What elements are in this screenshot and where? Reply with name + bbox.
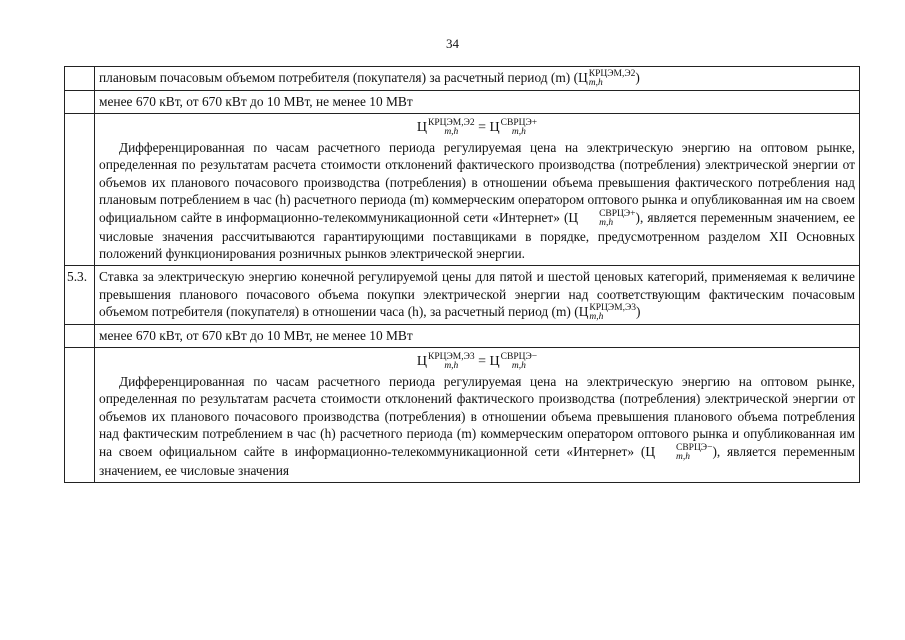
row-number: 5.3. [65, 266, 95, 325]
table-row [65, 266, 860, 325]
row-d-cell: Ставка за электрическую энергию конечной регулируемой цены для пятой и шестой ценовых категорий, применяемая к величине превышения планового почасового объема покупки электрической энергии над соответствующим фактическим почасовым объемом потребителя (покупателя) в отношении часа (h), за расчетный период (m) (Ц КРЦЭМ,Э3 m,h ) [95, 266, 860, 325]
row-c-cell [95, 113, 860, 265]
row-e-cell [95, 325, 860, 348]
table-row [65, 113, 860, 265]
definition-paragraph: Дифференцированная по часам расчетного периода регулируемая цена на электрическую энергию на оптовом рынке, определенная по результатам расчета стоимости отклонений фактического производства (потребления) электрической энергии от объемов их планового почасового производства (потребления) в отношении объема превышения планового объема потребления над фактическим потреблением в час (h) расчетного периода (m) коммерческим оператором оптового рынка и опубликованная им на своем официальном сайте в информационно-телекоммуникационной сети «Интернет» (Ц СВРЦЭ− m,h ), является переменным значением, ее числовые значения [99, 373, 855, 478]
table-row [65, 67, 860, 91]
row-b-cell [95, 90, 860, 113]
row-number-cell [65, 347, 95, 482]
price-symbol: Ц КРЦЭМ,Э2 m,h [578, 68, 636, 88]
row-number-cell [65, 90, 95, 113]
page-number: 34 [446, 36, 459, 51]
tariff-table [64, 66, 860, 483]
table-row [65, 347, 860, 482]
row-f-cell [95, 347, 860, 482]
table-row [65, 325, 860, 348]
row-a-text: плановым почасовым объемом потребителя (покупателя) за расчетный период (m) ( [99, 70, 579, 85]
capacity-ranges: менее 670 кВт, от 670 кВт до 10 МВт, не менее 10 МВт [99, 93, 413, 109]
row-number-cell [65, 325, 95, 348]
definition-paragraph: Дифференцированная по часам расчетного периода регулируемая цена на электрическую энергию на оптовом рынке, определенная по результатам расчета стоимости отклонений фактического производства (потребления) электрической энергии от объемов их планового почасового производства (потребления) в отношении объема превышения фактического потребления над плановым потреблением в час (h) расчетного периода (m) коммерческим оператором оптового рынка и опубликованная им на своем официальном сайте в информационно-телекоммуникационной сети «Интернет» (Ц СВРЦЭ+ m,h ), является переменным значением, ее числовые значения рассчитываются гарантирующими поставщиками в порядке, предусмотренном разделом XII Основных положений функционирования розничных рынков электрической энергии. [99, 139, 855, 262]
price-symbol: Ц КРЦЭМ,Э3 m,h [578, 303, 636, 323]
capacity-ranges: менее 670 кВт, от 670 кВт до 10 МВт, не менее 10 МВт [99, 328, 413, 344]
row-number-cell [65, 67, 95, 91]
table-row [65, 90, 860, 113]
formula: Ц КРЦЭМ,Э2 m,h = Ц СВРЦЭ+ m,h [416, 117, 538, 137]
formula: Ц КРЦЭМ,Э3 m,h = Ц СВРЦЭ− m,h [416, 351, 538, 371]
row-a-cell: плановым почасовым объемом потребителя (покупателя) за расчетный период (m) (Ц КРЦЭМ,Э2 m,h ) [95, 67, 860, 91]
row-number-cell [65, 113, 95, 265]
